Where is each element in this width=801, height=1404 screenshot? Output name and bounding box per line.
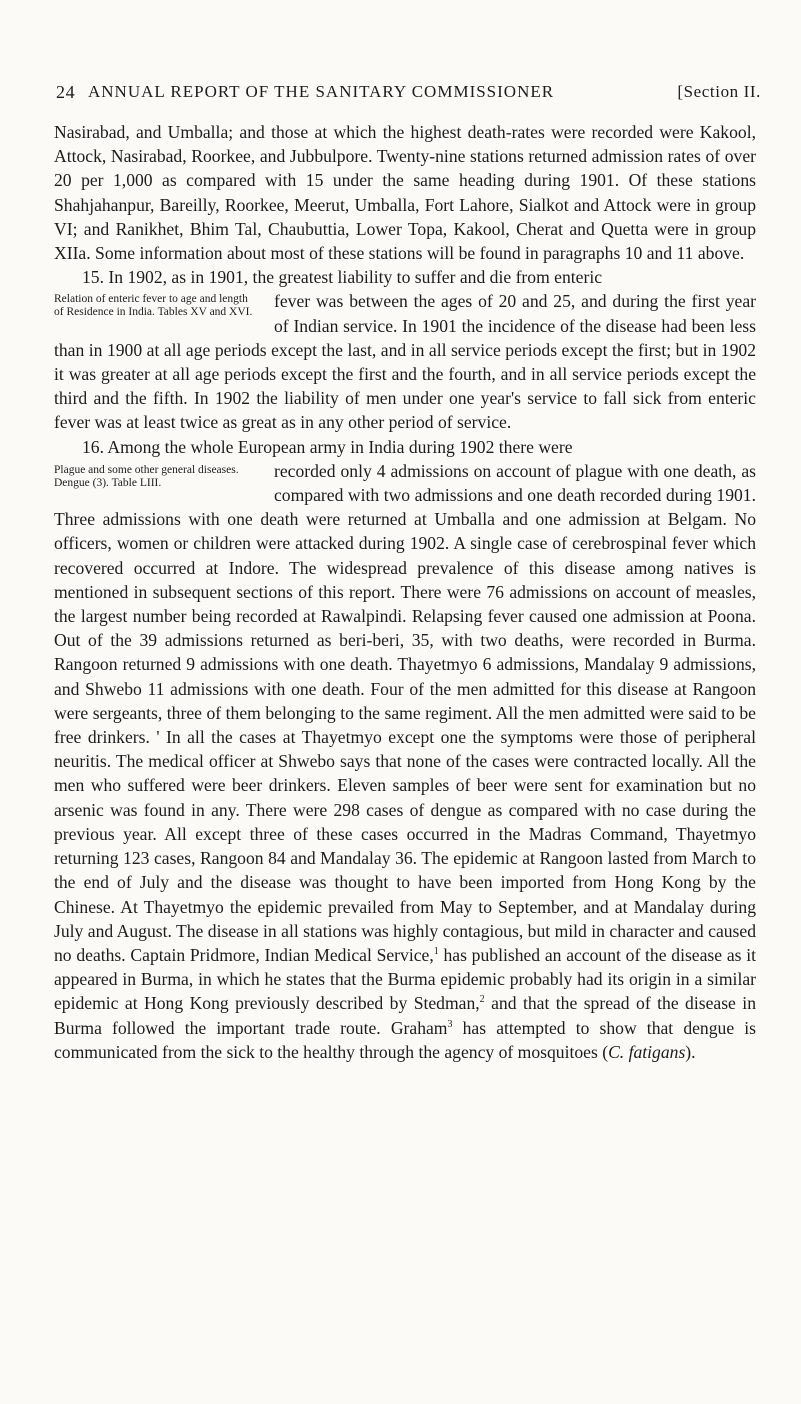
footnote-ref-1: 1	[433, 946, 439, 958]
paragraph-continued: Nasirabad, and Umballa; and those at which the highest death-rates were recorded were Kakool, Attock, Nasirabad, Roorkee, and Jubbulpore. Twenty-nine stations returned admission rates of over 20 per 1,000 as compared with 15 under the same heading during 1901. Of these stations Shahjahanpur, Bareilly, Roorkee, Meerut, Umballa, Fort Lahore, Sialkot and Attock were in group VI; and Ranikhet, Bhim Tal, Chaubuttia, Lower Topa, Kakool, Cherat and Quetta were in group XIIa. Some information about most of these stations will be found in paragraphs 10 and 11 above.	[54, 122, 756, 264]
paragraph-16-text: recorded only 4 admissions on account of plague with one death, as compared with two admissions and one death recorded during 1901. Three admissions with one death were returned at Umballa and one admission at Belgam. No officers, women or children were attacked during 1902. A single case of cerebrospinal fever which recovered occurred at Indore. The widespread prevalence of this disease among natives is mentioned in subsequent sections of this report. There were 76 admissions on account of measles, the largest number being recorded at Rawalpindi. Relapsing fever caused one admission at Poona. Out of the 39 admissions returned as beri-beri, 35, with two deaths, were recorded in Burma. Rangoon returned 9 admissions with one death. Thayetmyo 6 admissions, Mandalay 9 admissions, and Shwebo 11 admissions with one death. Four of the men admitted for this disease at Rangoon were sergeants, three of them belonging to the same regiment. All the men admitted were said to be free drinkers. ' In all the cases at Thayetmyo except one the symptoms were those of peripheral neuritis. The medical officer at Shwebo says that none of the cases were contracted locally. All the men who suffered were beer drinkers. Eleven samples of beer were sent for examination but no arsenic was found in any. There were 298 cases of dengue as compared with no case during the previous year. All except three of these cases occurred in the Madras Command, Thayetmyo returning 123 cases, Rangoon 84 and Mandalay 36. The epidemic at Rangoon lasted from March to the end of July and the disease was thought to have been imported from Hong Kong by the Chinese. At Thayetmyo the epidemic prevailed from May to September, and at Mandalay during July and August. The disease in all stations was highly contagious, but mild in character and caused no deaths. Captain Pridmore, Indian Medical Service,	[54, 460, 756, 965]
margin-note-enteric: Relation of enteric fever to age and length of Residence in India. Tables XV and XVI.	[54, 293, 253, 319]
paragraph-15-lead: 15. In 1902, as in 1901, the greatest liability to suffer and die from enteric	[82, 267, 603, 288]
paragraph-16-lead: 16. Among the whole European army in India during 1902 there were	[82, 436, 573, 457]
running-header	[56, 80, 761, 106]
paragraph-16-text-2: has published an account of the disease as it appeared in Burma, in which he states that the Burma epidemic probably had its origin in a similar epidemic at Hong Kong previously described by Stedman,	[54, 944, 756, 1014]
paragraph-15-body: fever was between the ages of 20 and 25, and during the first year of Indian service. In 1901 the incidence of the disease had been less than in 1900 at all age periods except the last, and in all service periods except the first; but in 1902 it was greater at all age periods except the first and the fourth, and in all service periods except the third and the fifth. In 1902 the liability of men under one year's service to fall sick from enteric fever was at least twice as great as in any other period of service.	[54, 291, 756, 433]
page-number: 24	[56, 82, 76, 102]
footnote-ref-3: 3	[447, 1018, 453, 1030]
section-label: [Section II.	[677, 82, 761, 101]
footnote-ref-2: 2	[479, 994, 485, 1006]
species-name: C. fatigans	[608, 1041, 686, 1062]
paragraph-16-body	[54, 459, 756, 1064]
running-title: ANNUAL REPORT OF THE SANITARY COMMISSIONER	[88, 82, 555, 101]
paragraph-16-text-3: and that the spread of the disease in Burma followed the important trade route. Graham	[54, 993, 756, 1038]
body-text	[54, 120, 756, 1064]
margin-note-plague: Plague and some other general diseases. Dengue (3). Table LIII.	[54, 463, 239, 489]
paragraph-16-end: ).	[685, 1041, 696, 1062]
paragraph-16-text-4: has attempted to show that dengue is communicated from the sick to the healthy through the agency of mosquitoes (	[54, 1017, 756, 1062]
